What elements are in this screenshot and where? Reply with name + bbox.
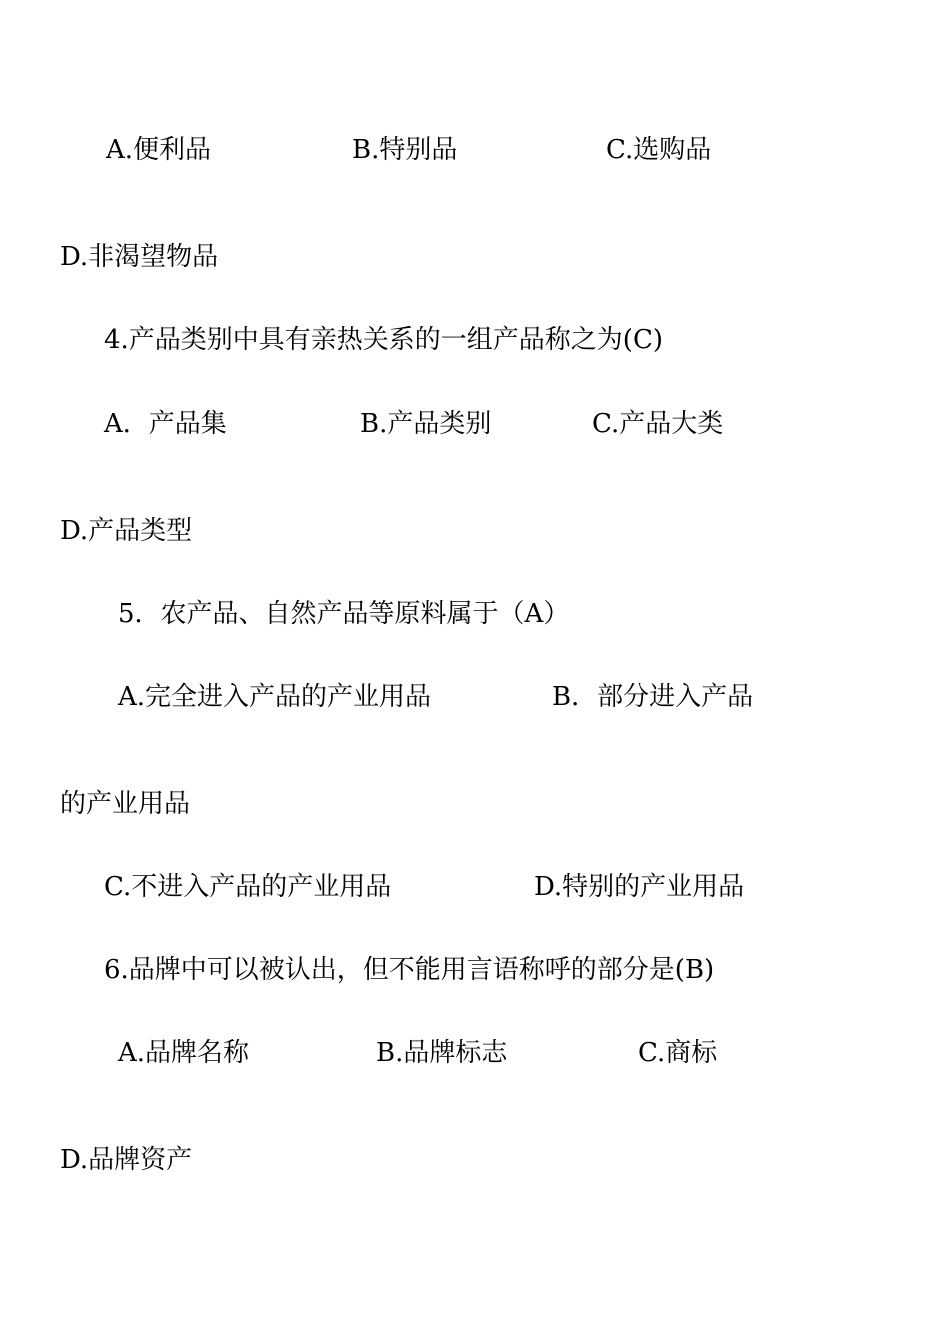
q5-option-c: C.不进入产品的产业用品 xyxy=(104,872,392,902)
q3-option-a: A.便利品 xyxy=(106,135,212,165)
q6-option-b: B.品牌标志 xyxy=(376,1038,508,1068)
q5-option-b: B．部分进入产品 xyxy=(552,682,754,712)
q6-option-d: D.品牌资产 xyxy=(60,1145,193,1175)
q6-question: 6.品牌中可以被认出，但不能用言语称呼的部分是(B) xyxy=(104,955,715,985)
q4-option-b: B.产品类别 xyxy=(360,409,492,439)
q4-option-a: A．产品集 xyxy=(104,409,227,439)
q4-question: 4.产品类别中具有亲热关系的一组产品称之为(C) xyxy=(104,325,663,355)
q5-option-d: D.特别的产业用品 xyxy=(534,872,745,902)
q3-option-d: D.非渴望物品 xyxy=(60,242,219,272)
q5-option-b-continued: 的产业用品 xyxy=(60,789,191,819)
q3-option-b: B.特别品 xyxy=(352,135,458,165)
q5-option-a: A.完全进入产品的产业用品 xyxy=(118,682,432,712)
q4-option-d: D.产品类型 xyxy=(60,516,193,546)
q5-question: 5．农产品、自然产品等原料属于（A） xyxy=(118,599,570,629)
q4-option-c: C.产品大类 xyxy=(592,409,724,439)
q6-option-a: A.品牌名称 xyxy=(118,1038,250,1068)
q6-option-c: C.商标 xyxy=(638,1038,718,1068)
q3-option-c: C.选购品 xyxy=(606,135,712,165)
